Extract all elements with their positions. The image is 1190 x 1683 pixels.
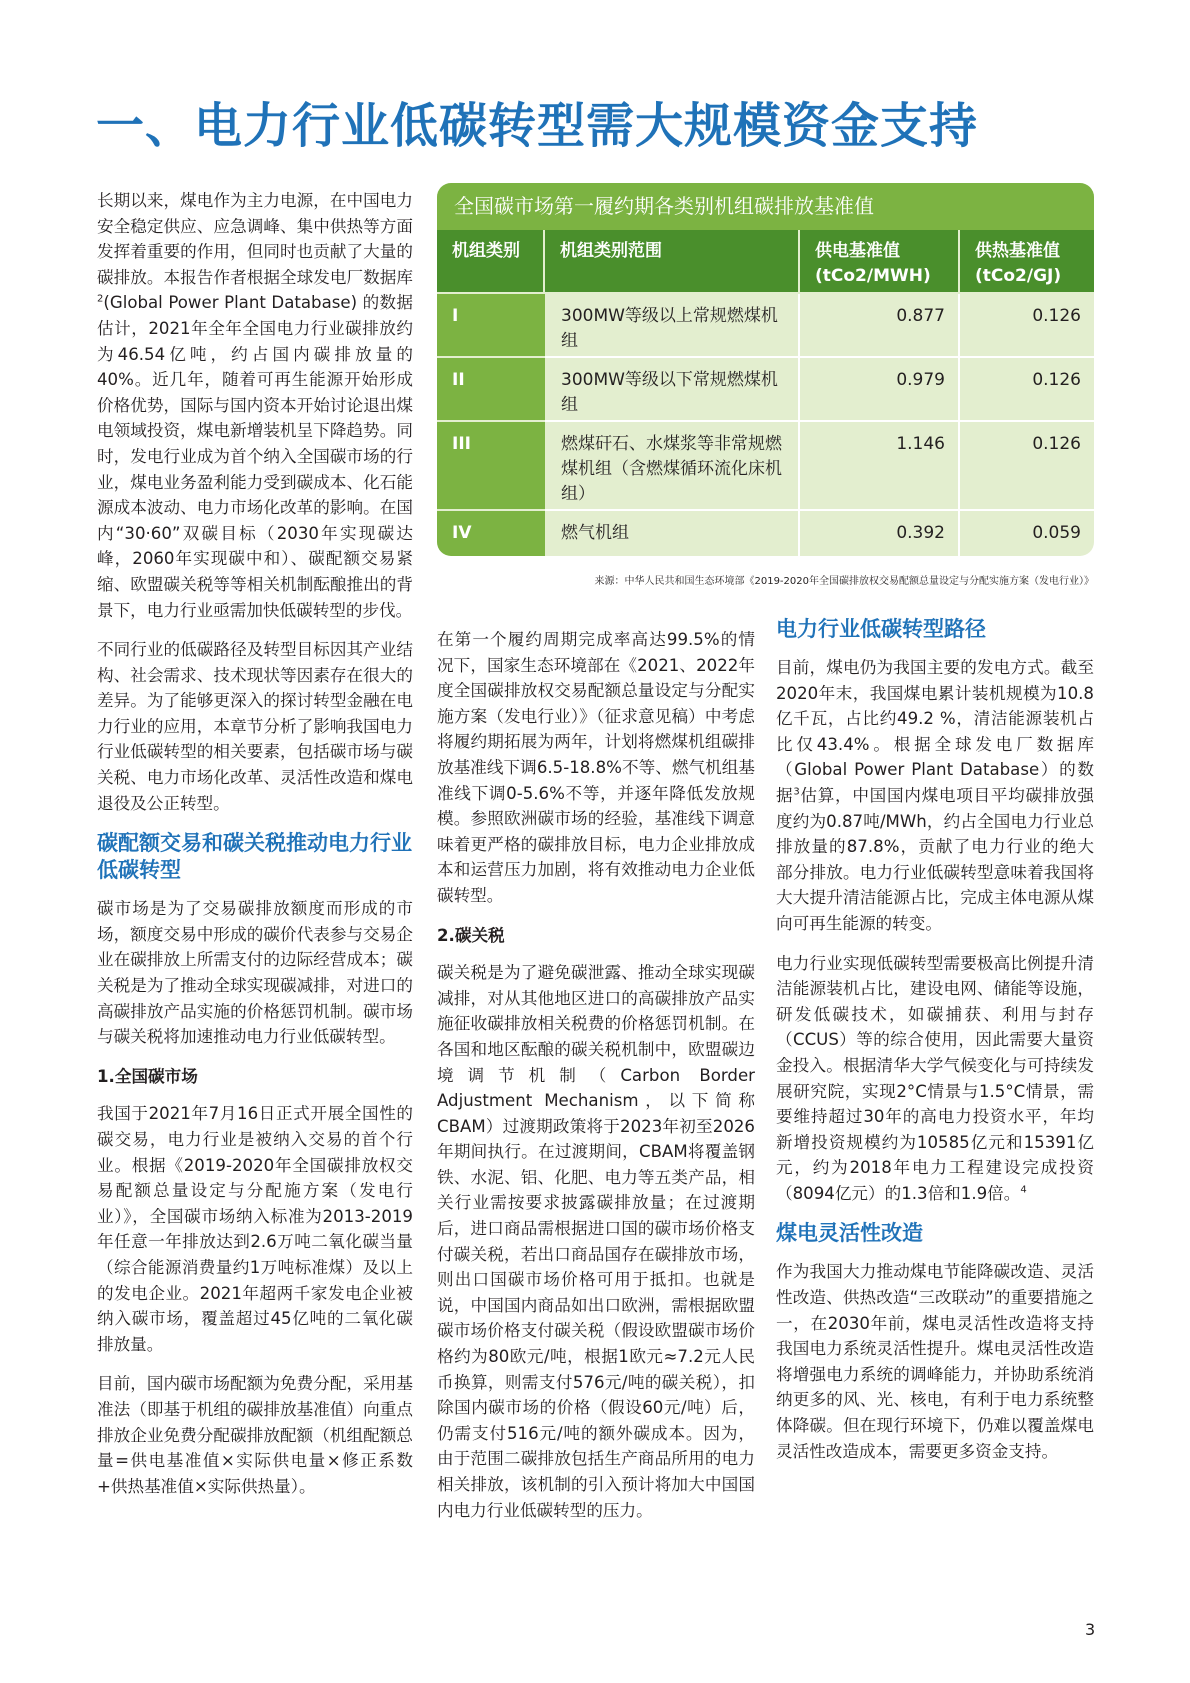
table-cell-scope: 300MW等级以上常规燃煤机组 (545, 294, 800, 358)
text: 电力行业实现低碳转型需要极高比例提升清洁能源装机占比，建设电网、储能等设施，研发低碳技术，如碳捕获、利用与封存（CCUS）等的综合使用，因此需要大量资金投入。根据清华大学气候变化与可持续发展研究院，实现2°C情景与1.5°C情景，需要维持超过30年的高电力投资水平，年均新增投资规模约为10585亿元和15391亿元，约为2018年电力工程建设完成投资（8094亿元）的1.3倍和1.9倍。 (776, 953, 1094, 1203)
paragraph: 我国于2021年7月16日正式开展全国性的碳交易，电力行业是被纳入交易的首个行业。根据《2019-2020年全国碳排放权交易配额总量设定与分配施方案（发电行业）》，全国碳市场纳入标准为2013-2019年任意一年排放达到2.6万吨二氧化碳当量（综合能源消费量约1万吨标准煤）及以上的发电企业。2021年超两千家发电企业被纳入碳市场，覆盖超过45亿吨的二氧化碳排放量。 (97, 1104, 413, 1354)
table-cell-heat: 0.126 (960, 294, 1094, 358)
table-header: 供热基准值 (tCo2/GJ) (960, 230, 1094, 294)
table-header: 供电基准值 (tCo2/MWH) (800, 230, 960, 294)
section-heading: 煤电灵活性改造 (776, 1221, 923, 1246)
subsection-heading: 2.碳关税 (437, 925, 505, 945)
table-row-id: III (437, 422, 545, 511)
column-right (776, 616, 1094, 1478)
table-cell-heat: 0.059 (1032, 523, 1081, 543)
table-caption: 全国碳市场第一履约期各类别机组碳排放基准值 (437, 183, 1094, 230)
table-cell-scope: 300MW等级以下常规燃煤机组 (545, 358, 800, 422)
table-header (437, 230, 545, 294)
paragraph: 不同行业的低碳路径及转型目标因其产业结构、社会需求、技术现状等因素存在很大的差异。为了能够更深入的探讨转型金融在电力行业的应用，本章节分析了影响我国电力行业低碳转型的相关要素，包括碳市场与碳关税、电力市场化改革、灵活性改造和煤电退役及公正转型。 (97, 640, 413, 813)
page-number: 3 (1085, 1620, 1096, 1639)
benchmark-table (437, 183, 1094, 556)
paragraph (776, 655, 1094, 937)
table-cell-heat: 0.126 (960, 422, 1094, 511)
paragraph: 碳市场是为了交易碳排放额度而形成的市场，额度交易中形成的碳价代表参与交易企业在碳排放上所需支付的边际经营成本；碳关税是为了推动全球实现碳减排，对进口的高碳排放产品实施的价格惩罚机制。碳市场与碳关税将加速推动电力行业低碳转型。 (97, 899, 413, 1047)
text: 目前，煤电仍为我国主要的发电方式。截至2020年末，我国煤电累计装机规模为10.8亿千瓦，占比约49.2 %，清洁能源装机占比仅43.4%。根据全球发电厂数据库（Global Power Plant Database）的数据 (776, 658, 1094, 805)
column-left (97, 188, 413, 1513)
paragraph (776, 951, 1094, 1207)
paragraph: 目前，国内碳市场配额为免费分配，采用基准法（即基于机组的碳排放基准值）向重点排放企业免费分配碳排放配额（机组配额总量=供电基准值×实际供电量×修正系数+供热基准值×实际供热量）。 (97, 1374, 413, 1496)
text: (Global Power Plant Database) 的数据估计，2021年全年全国电力行业碳排放约为46.54亿吨，约占国内碳排放量的40%。近几年，随着可再生能源开始形成价格优势，国际与国内资本开始讨论退出煤电领域投资，煤电新增装机呈下降趋势。同时，发电行业成为首个纳入全国碳市场的行业，煤电业务盈利能力受到碳成本、化石能源成本波动、电力市场化改革的影响。在国内“30·60”双碳目标（2030年实现碳达峰，2060年实现碳中和）、碳配额交易紧缩、欧盟碳关税等等相关机制酝酿推出的背景下，电力行业亟需加快低碳转型的步伐。 (97, 293, 413, 620)
table-cell-power: 0.392 (800, 511, 960, 556)
paragraph: 在第一个履约周期完成率高达99.5%的情况下，国家生态环境部在《2021、2022年度全国碳排放权交易配额总量设定与分配实施方案（发电行业）》（征求意见稿）中考虑将履约期拓展为两年，计划将燃煤机组碳排放基准线下调6.5-18.8%不等、燃气机组基准线下调0-5.6%不等，并逐年降低发放规模。参照欧洲碳市场的经验，基准线下调意味着更严格的碳排放目标，电力企业排放成本和运营压力加剧，将有效推动电力企业低碳转型。 (437, 630, 755, 905)
table-row-id: II (437, 358, 545, 422)
section-heading: 碳配额交易和碳关税推动电力行业低碳转型 (97, 831, 412, 883)
footnote-marker: 4 (1020, 1184, 1027, 1196)
page-title: 一、电力行业低碳转型需大规模资金支持 (96, 98, 979, 154)
subsection-heading: 1.全国碳市场 (97, 1066, 198, 1086)
text: 长期以来，煤电作为主力电源，在中国电力安全稳定供应、应急调峰、集中供热等方面发挥着重要的作用，但同时也贡献了大量的碳排放。本报告作者根据全球发电厂数据库 (97, 191, 413, 287)
footnote-marker: 2 (97, 293, 104, 305)
table-cell-power: 0.877 (800, 294, 960, 358)
table-cell-power: 0.979 (800, 358, 960, 422)
table-cell-scope: 燃煤矸石、水煤浆等非常规燃煤机组（含燃煤循环流化床机组） (545, 422, 800, 511)
table-cell-heat: 0.126 (960, 358, 1094, 422)
table-source: 来源：中华人民共和国生态环境部《2019-2020年全国碳排放权交易配额总量设定与分配实施方案（发电行业）》 (594, 576, 1094, 587)
table-header (545, 230, 800, 294)
column-middle (437, 627, 755, 1537)
table-cell-power: 1.146 (800, 422, 960, 511)
header-text: 机组类别 (452, 241, 520, 261)
text: 估算，中国国内煤电项目平均碳排放强度约为0.87吨/MWh，约占全国电力行业总排放量的87.8%，贡献了电力行业的绝大部分排放。电力行业低碳转型意味着我国将大大提升清洁能源占比，完成主体电源从煤向可再生能源的转变。 (776, 785, 1094, 933)
section-heading: 电力行业低碳转型路径 (776, 617, 986, 641)
paragraph: 作为我国大力推动煤电节能降碳改造、灵活性改造、供热改造“三改联动”的重要措施之一，在2030年前，煤电灵活性改造将支持我国电力系统灵活性提升。煤电灵活性改造将增强电力系统的调峰能力，并协助系统消纳更多的风、光、核电，有利于电力系统整体降碳。但在现行环境下，仍难以覆盖煤电灵活性改造成本，需要更多资金支持。 (776, 1262, 1094, 1461)
footnote-marker: 3 (793, 786, 800, 798)
table-row-id: IV (437, 511, 545, 556)
table-grid (437, 230, 1094, 556)
header-text: 机组类别范围 (560, 241, 662, 261)
table-row-id: I (437, 294, 545, 358)
paragraph (97, 188, 413, 623)
table-cell-scope: 燃气机组 (545, 511, 800, 556)
paragraph: 碳关税是为了避免碳泄露、推动全球实现碳减排，对从其他地区进口的高碳排放产品实施征收碳排放相关税费的价格惩罚机制。在各国和地区酝酿的碳关税机制中，欧盟碳边境调节机制（Carbon Border Adjustment Mechanism，以下简称CBAM）过渡期政策将于2023年初至2026年期间执行。在过渡期间，CBAM将覆盖钢铁、水泥、铝、化肥、电力等五类产品，相关行业需按要求披露碳排放量；在过渡期后，进口商品需根据进口国的碳市场价格支付碳关税，若出口商品国存在碳排放市场，则出口国碳市场价格可用于抵扣。也就是说，中国国内商品如出口欧洲，需根据欧盟碳市场价格支付碳关税（假设欧盟碳市场价格约为80欧元/吨，根据1欧元≈7.2元人民币换算，则需支付576元/吨的碳关税），扣除国内碳市场的价格（假设60元/吨）后，仍需支付516元/吨的额外碳成本。因为，由于范围二碳排放包括生产商品所用的电力相关排放，该机制的引入预计将加大中国国内电力行业低碳转型的压力。 (437, 963, 755, 1520)
